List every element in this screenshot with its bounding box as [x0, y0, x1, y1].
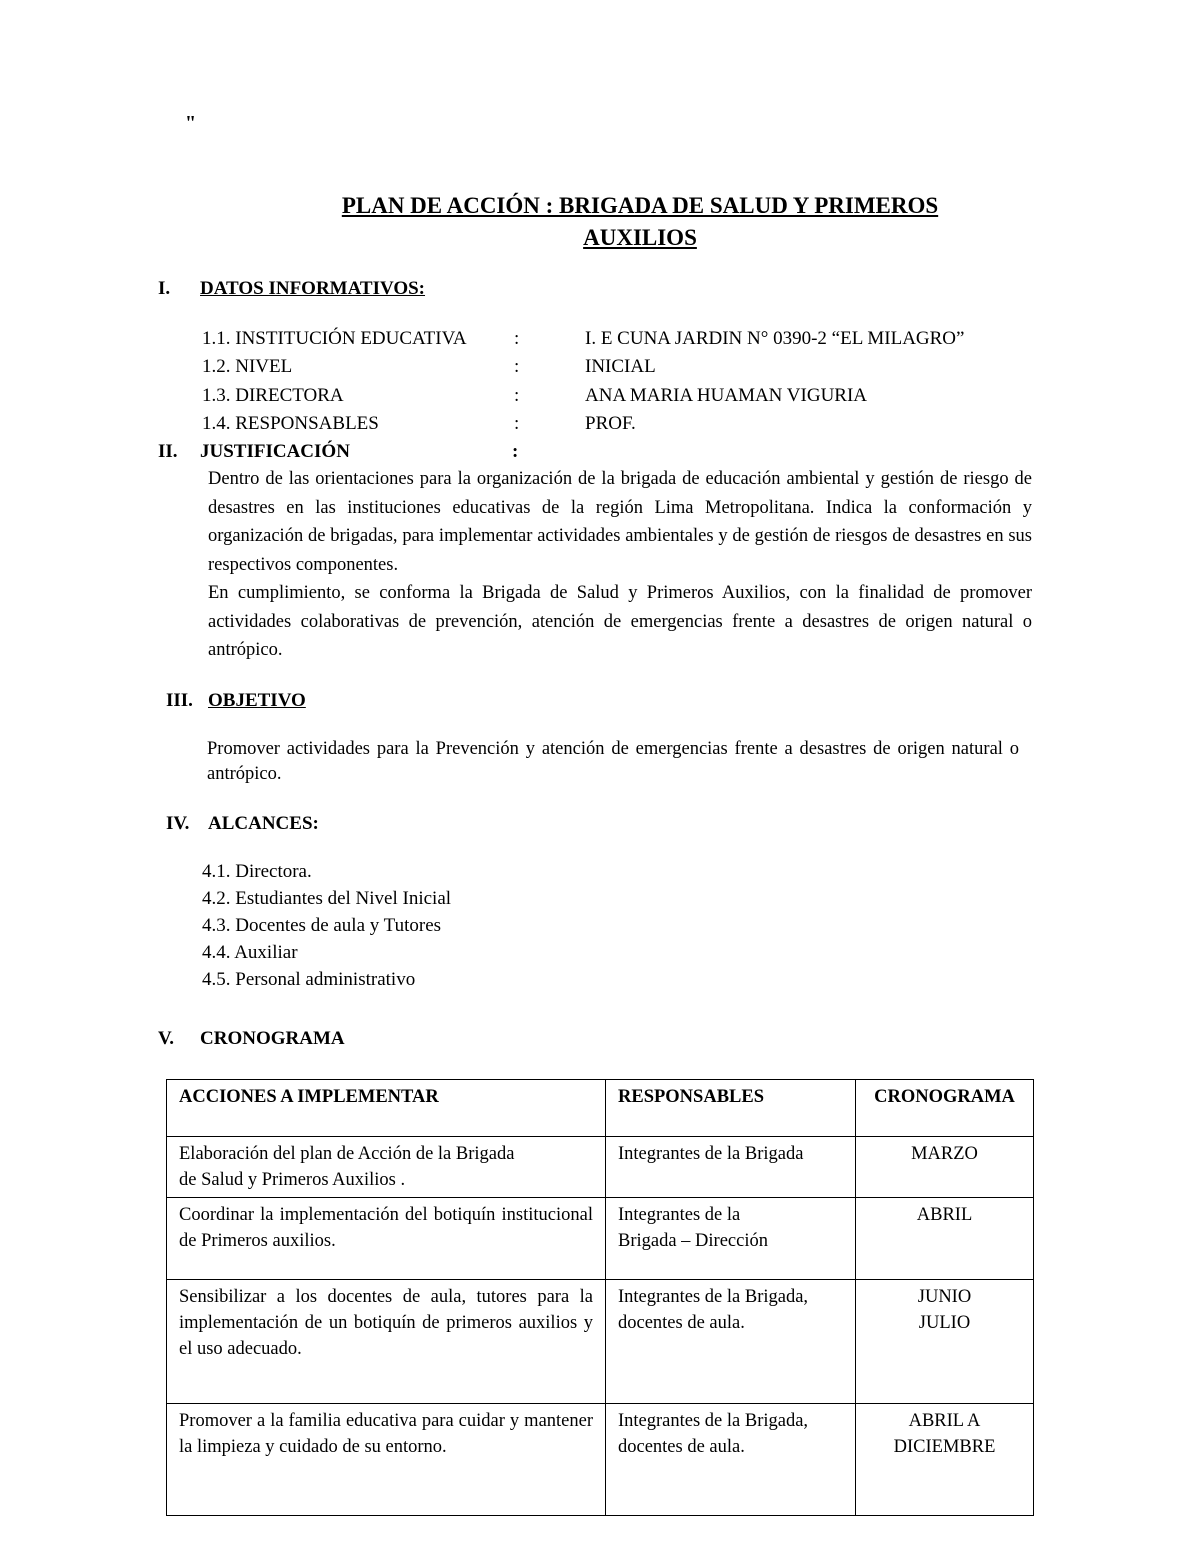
- table-cell-responsables: Integrantes de la Brigada: [606, 1137, 856, 1198]
- table-cell-accion: Sensibilizar a los docentes de aula, tutores para la implementación de un botiquín de primeros auxilios y el uso adecuado.: [167, 1280, 606, 1404]
- section-heading-datos: [158, 278, 758, 302]
- cronograma-table: [166, 1079, 1034, 1516]
- section-label: OBJETIVO: [208, 690, 306, 711]
- section-number: II.: [158, 441, 178, 462]
- objetivo-text: Promover actividades para la Prevención y atención de emergencias frente a desastres de origen natural o antrópico.: [207, 739, 1019, 784]
- section-number: V.: [158, 1028, 175, 1049]
- table-row: [167, 1280, 1034, 1404]
- section-number: I.: [158, 278, 171, 299]
- justificacion-paragraph: En cumplimiento, se conforma la Brigada de Salud y Primeros Auxilios, con la finalidad de promover actividades colaborativas de prevención, atención de emergencias frente a desastres de origen natural o antrópico.: [208, 583, 1032, 660]
- section-label: ALCANCES:: [208, 813, 319, 834]
- list-item: 4.2. Estudiantes del Nivel Inicial: [202, 888, 452, 909]
- datos-item-value: INICIAL: [585, 356, 656, 377]
- table-cell-cronograma: MARZO: [856, 1137, 1034, 1198]
- table-row: [167, 1404, 1034, 1516]
- top-mark: ": [185, 112, 197, 134]
- justificacion-text: [208, 465, 1032, 665]
- list-item: 4.1. Directora.: [202, 861, 312, 882]
- alcances-list: [202, 858, 451, 993]
- table-cell-cronograma: ABRIL A DICIEMBRE: [856, 1404, 1034, 1516]
- page-title: [160, 190, 1120, 254]
- table-cell-responsables: Integrantes de la Brigada – Dirección: [606, 1198, 856, 1280]
- list-item: 4.3. Docentes de aula y Tutores: [202, 915, 442, 936]
- datos-item-label: 1.4. RESPONSABLES: [202, 413, 379, 434]
- section-heading-cronograma: [158, 1028, 558, 1052]
- section-number: III.: [166, 690, 193, 711]
- table-cell-accion: Promover a la familia educativa para cuidar y mantener la limpieza y cuidado de su entorno.: [167, 1404, 606, 1516]
- datos-item-sep: :: [514, 413, 520, 434]
- datos-item-value: PROF.: [585, 413, 636, 434]
- table-cell-accion: Elaboración del plan de Acción de la Brigada de Salud y Primeros Auxilios .: [167, 1137, 606, 1198]
- title-line-2: AUXILIOS: [583, 225, 697, 250]
- section-sep: :: [512, 441, 519, 462]
- section-label: JUSTIFICACIÓN: [200, 441, 350, 462]
- section-label: DATOS INFORMATIVOS:: [200, 278, 426, 299]
- title-line-1: PLAN DE ACCIÓN : BRIGADA DE SALUD Y PRIMEROS: [341, 193, 939, 218]
- justificacion-paragraph: Dentro de las orientaciones para la organización de la brigada de educación ambiental y gestión de riesgo de desastres en las instituciones educativas de la región Lima Metropolitana. Indica la conformación y organización de brigadas, para implementar actividades ambientales y de gestión de riesgos de desastres en sus respectivos componentes.: [208, 469, 1032, 575]
- list-item: 4.4. Auxiliar: [202, 942, 298, 963]
- section-heading-alcances: [166, 813, 566, 837]
- datos-item-label: 1.2. NIVEL: [202, 356, 293, 377]
- datos-item-value: ANA MARIA HUAMAN VIGURIA: [585, 385, 868, 406]
- table-row: [167, 1198, 1034, 1280]
- datos-item-sep: :: [514, 356, 520, 377]
- table-header-row: [167, 1080, 1034, 1137]
- section-number: IV.: [166, 813, 190, 834]
- table-cell-accion: Coordinar la implementación del botiquín institucional de Primeros auxilios.: [167, 1198, 606, 1280]
- table-cell-cronograma: ABRIL: [856, 1198, 1034, 1280]
- list-item: 4.5. Personal administrativo: [202, 969, 416, 990]
- datos-item-sep: :: [514, 328, 520, 349]
- table-cell-cronograma: JUNIO JULIO: [856, 1280, 1034, 1404]
- datos-item-value: I. E CUNA JARDIN N° 0390-2 “EL MILAGRO”: [585, 328, 965, 349]
- table-row: [167, 1137, 1034, 1198]
- table-header-cell: ACCIONES A IMPLEMENTAR: [167, 1080, 606, 1137]
- table-cell-responsables: Integrantes de la Brigada, docentes de aula.: [606, 1280, 856, 1404]
- datos-item-label: 1.3. DIRECTORA: [202, 385, 344, 406]
- table-cell-responsables: Integrantes de la Brigada, docentes de aula.: [606, 1404, 856, 1516]
- table-header-cell: CRONOGRAMA: [856, 1080, 1034, 1137]
- datos-item-sep: :: [514, 385, 520, 406]
- section-heading-justificacion: [158, 441, 558, 465]
- table-header-cell: RESPONSABLES: [606, 1080, 856, 1137]
- section-heading-objetivo: [166, 690, 566, 714]
- section-label: CRONOGRAMA: [200, 1028, 345, 1049]
- datos-item-label: 1.1. INSTITUCIÓN EDUCATIVA: [202, 328, 467, 349]
